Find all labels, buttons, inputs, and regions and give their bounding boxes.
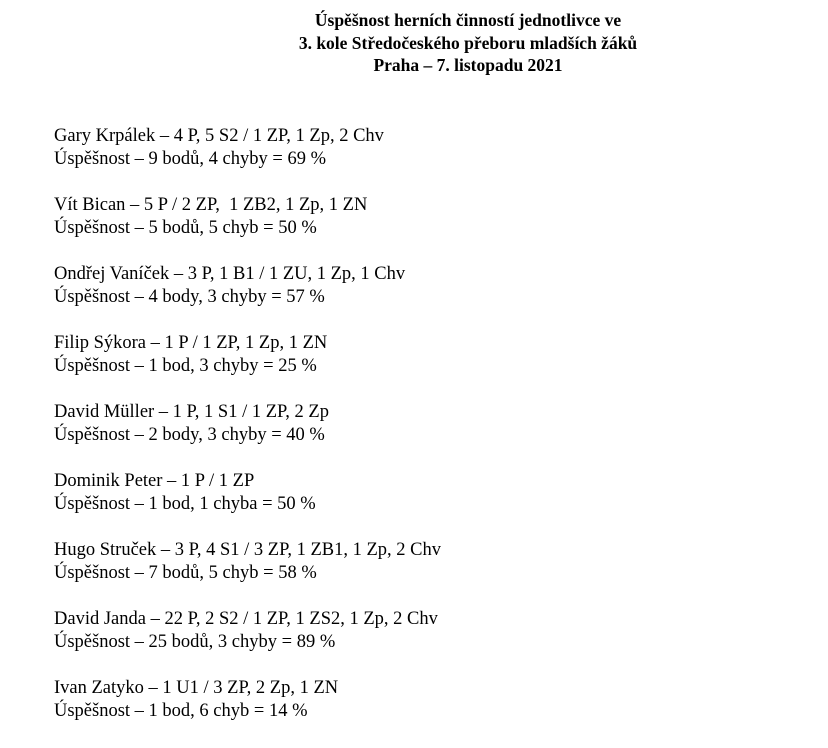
player-stats: Filip Sýkora – 1 P / 1 ZP, 1 Zp, 1 ZN (54, 333, 328, 353)
player-stats: Ondřej Vaníček – 3 P, 1 B1 / 1 ZU, 1 Zp, 1 Chv (54, 264, 406, 284)
player-list (54, 125, 814, 746)
player-stats: Ivan Zatyko – 1 U1 / 3 ZP, 2 Zp, 1 ZN (54, 678, 339, 698)
player-entry-muller (54, 401, 814, 470)
player-stats: David Janda – 22 P, 2 S2 / 1 ZP, 1 ZS2, 1 Zp, 2 Chv (54, 609, 438, 629)
player-stats: Dominik Peter – 1 P / 1 ZP (54, 471, 255, 491)
player-success: Úspěšnost – 2 body, 3 chyby = 40 % (54, 425, 325, 445)
player-success: Úspěšnost – 1 bod, 6 chyb = 14 % (54, 701, 308, 721)
player-success: Úspěšnost – 4 body, 3 chyby = 57 % (54, 287, 325, 307)
title-line-3: Praha – 7. listopadu 2021 (373, 55, 563, 75)
player-success: Úspěšnost – 9 bodů, 4 chyby = 69 % (54, 149, 326, 169)
player-entry-sykora (54, 332, 814, 401)
player-stats: David Müller – 1 P, 1 S1 / 1 ZP, 2 Zp (54, 402, 329, 422)
player-entry-zatyko (54, 677, 814, 746)
player-entry-strucek (54, 539, 814, 608)
player-stats: Vít Bican – 5 P / 2 ZP, 1 ZB2, 1 Zp, 1 ZN (54, 195, 368, 215)
player-entry-peter (54, 470, 814, 539)
player-success: Úspěšnost – 1 bod, 3 chyby = 25 % (54, 356, 317, 376)
title-line-1: Úspěšnost herních činností jednotlivce ve (314, 10, 622, 30)
document-title (0, 9, 828, 77)
player-entry-krpalek (54, 125, 814, 194)
player-success: Úspěšnost – 25 bodů, 3 chyby = 89 % (54, 632, 336, 652)
player-entry-vanicek (54, 263, 814, 332)
player-success: Úspěšnost – 5 bodů, 5 chyb = 50 % (54, 218, 317, 238)
player-entry-janda (54, 608, 814, 677)
player-stats: Gary Krpálek – 4 P, 5 S2 / 1 ZP, 1 Zp, 2 Chv (54, 126, 384, 146)
player-success: Úspěšnost – 7 bodů, 5 chyb = 58 % (54, 563, 317, 583)
title-line-2: 3. kole Středočeského přeboru mladších žáků (298, 32, 638, 53)
player-stats: Hugo Struček – 3 P, 4 S1 / 3 ZP, 1 ZB1, 1 Zp, 2 Chv (54, 540, 441, 560)
player-success: Úspěšnost – 1 bod, 1 chyba = 50 % (54, 494, 316, 514)
player-entry-bican (54, 194, 814, 263)
